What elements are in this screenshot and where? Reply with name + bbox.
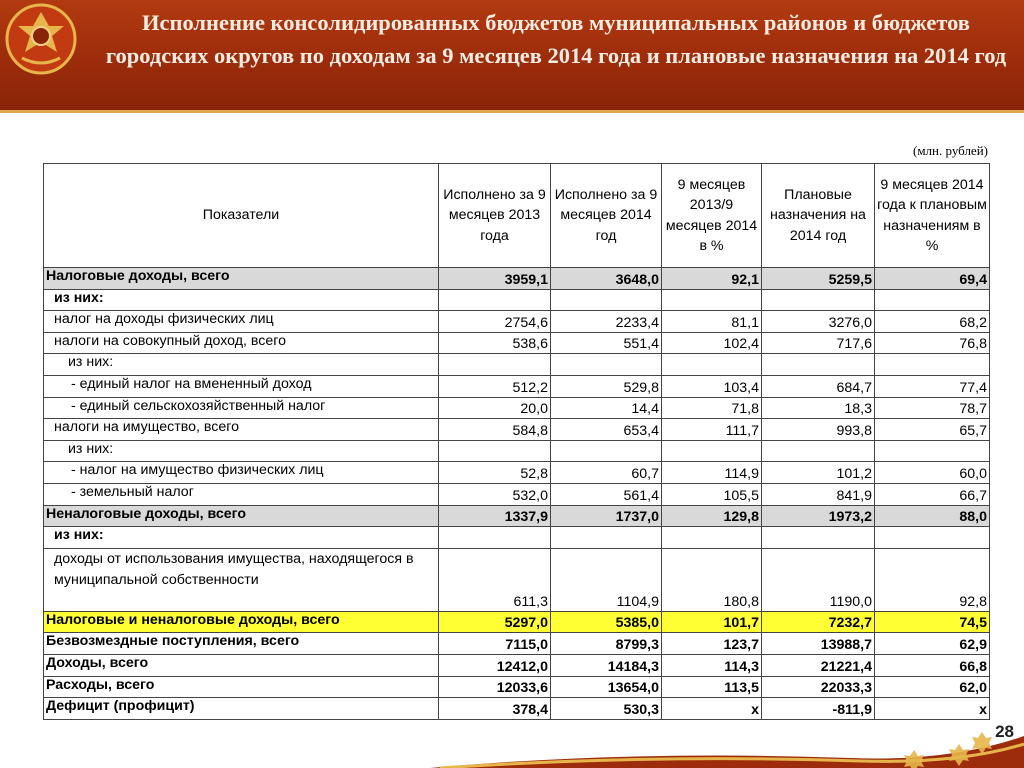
page-title: Исполнение консолидированных бюджетов муниципальных районов и бюджетов городских округов по доходам за 9 месяцев 2014 года и плановые назначения на 2014 год xyxy=(105,10,1007,68)
row-label: - налог на имущество физических лиц xyxy=(44,462,439,484)
cell: 14184,3 xyxy=(551,654,662,676)
coat-of-arms-icon xyxy=(4,2,78,76)
table-row xyxy=(44,375,990,397)
cell: 123,7 xyxy=(662,633,762,655)
header-cell: Плановые назначения на 2014 год xyxy=(762,164,875,268)
cell: 7232,7 xyxy=(762,611,875,633)
table-row xyxy=(44,419,990,441)
cell: 62,9 xyxy=(875,633,990,655)
cell xyxy=(551,354,662,376)
cell: 22033,3 xyxy=(762,676,875,698)
cell: 12412,0 xyxy=(439,654,551,676)
cell: 74,5 xyxy=(875,611,990,633)
cell xyxy=(662,527,762,549)
row-label: налоги на имущество, всего xyxy=(44,419,439,441)
table-row xyxy=(44,633,990,655)
header-cell: Показатели xyxy=(44,164,439,268)
cell: 102,4 xyxy=(662,332,762,354)
cell: 101,2 xyxy=(762,462,875,484)
cell xyxy=(439,289,551,311)
row-label: налог на доходы физических лиц xyxy=(44,311,439,333)
cell xyxy=(439,354,551,376)
cell: 21221,4 xyxy=(762,654,875,676)
cell xyxy=(762,440,875,462)
cell: 92,8 xyxy=(875,548,990,611)
cell xyxy=(662,354,762,376)
cell: 993,8 xyxy=(762,419,875,441)
cell xyxy=(875,354,990,376)
cell: 81,1 xyxy=(662,311,762,333)
row-label: из них: xyxy=(44,527,439,549)
cell: 101,7 xyxy=(662,611,762,633)
row-label: Неналоговые доходы, всего xyxy=(44,505,439,527)
row-label: из них: xyxy=(44,354,439,376)
cell: 76,8 xyxy=(875,332,990,354)
cell: 13988,7 xyxy=(762,633,875,655)
cell: 684,7 xyxy=(762,375,875,397)
cell xyxy=(762,527,875,549)
cell: 530,3 xyxy=(551,698,662,720)
cell: 717,6 xyxy=(762,332,875,354)
header-cell: 9 месяцев 2014 года к плановым назначениям в % xyxy=(875,164,990,268)
cell xyxy=(875,527,990,549)
table-row xyxy=(44,440,990,462)
cell xyxy=(762,289,875,311)
cell: 20,0 xyxy=(439,397,551,419)
row-label: - земельный налог xyxy=(44,483,439,505)
cell: 529,8 xyxy=(551,375,662,397)
cell: 14,4 xyxy=(551,397,662,419)
cell: 77,4 xyxy=(875,375,990,397)
cell: 538,6 xyxy=(439,332,551,354)
row-label: - единый сельскохозяйственный налог xyxy=(44,397,439,419)
cell xyxy=(439,527,551,549)
cell: 841,9 xyxy=(762,483,875,505)
row-label: Доходы, всего xyxy=(44,654,439,676)
cell: 114,9 xyxy=(662,462,762,484)
table-row xyxy=(44,611,990,633)
cell: 60,7 xyxy=(551,462,662,484)
row-label: Расходы, всего xyxy=(44,676,439,698)
cell xyxy=(875,440,990,462)
row-label: доходы от использования имущества, находящегося в муниципальной собственности xyxy=(44,548,439,611)
cell xyxy=(551,527,662,549)
cell: 114,3 xyxy=(662,654,762,676)
header-cell: Исполнено за 9 месяцев 2013 года xyxy=(439,164,551,268)
row-label: - единый налог на вмененный доход xyxy=(44,375,439,397)
cell: 129,8 xyxy=(662,505,762,527)
table-row xyxy=(44,654,990,676)
cell xyxy=(662,440,762,462)
cell: 8799,3 xyxy=(551,633,662,655)
table-row xyxy=(44,289,990,311)
cell: 7115,0 xyxy=(439,633,551,655)
cell: 653,4 xyxy=(551,419,662,441)
cell: 103,4 xyxy=(662,375,762,397)
cell: 3959,1 xyxy=(439,268,551,290)
cell: 5259,5 xyxy=(762,268,875,290)
table-row xyxy=(44,268,990,290)
cell: 92,1 xyxy=(662,268,762,290)
cell: 71,8 xyxy=(662,397,762,419)
table-row xyxy=(44,462,990,484)
cell: 532,0 xyxy=(439,483,551,505)
table-row xyxy=(44,397,990,419)
cell: 113,5 xyxy=(662,676,762,698)
cell: 5385,0 xyxy=(551,611,662,633)
row-label: из них: xyxy=(44,289,439,311)
cell: 65,7 xyxy=(875,419,990,441)
cell xyxy=(551,289,662,311)
page-number: 28 xyxy=(995,722,1014,741)
table-row xyxy=(44,676,990,698)
cell: 561,4 xyxy=(551,483,662,505)
table-row xyxy=(44,527,990,549)
cell: 3276,0 xyxy=(762,311,875,333)
row-label: налоги на совокупный доход, всего xyxy=(44,332,439,354)
table-row xyxy=(44,332,990,354)
cell xyxy=(439,440,551,462)
cell: 69,4 xyxy=(875,268,990,290)
footer-wave-decoration xyxy=(430,728,1024,768)
table-header-row xyxy=(44,164,990,268)
cell: 1190,0 xyxy=(762,548,875,611)
cell: 12033,6 xyxy=(439,676,551,698)
cell: 88,0 xyxy=(875,505,990,527)
row-label: Безвозмездные поступления, всего xyxy=(44,633,439,655)
table-row xyxy=(44,483,990,505)
budget-table xyxy=(43,163,990,720)
table-row xyxy=(44,698,990,720)
cell: 3648,0 xyxy=(551,268,662,290)
cell: 2233,4 xyxy=(551,311,662,333)
header-cell: Исполнено за 9 месяцев 2014 год xyxy=(551,164,662,268)
row-label: Налоговые доходы, всего xyxy=(44,268,439,290)
cell: 13654,0 xyxy=(551,676,662,698)
cell: 60,0 xyxy=(875,462,990,484)
cell: 66,7 xyxy=(875,483,990,505)
cell: -811,9 xyxy=(762,698,875,720)
cell: 512,2 xyxy=(439,375,551,397)
cell: x xyxy=(875,698,990,720)
cell: x xyxy=(662,698,762,720)
cell: 68,2 xyxy=(875,311,990,333)
cell: 66,8 xyxy=(875,654,990,676)
row-label: Налоговые и неналоговые доходы, всего xyxy=(44,611,439,633)
cell: 18,3 xyxy=(762,397,875,419)
header-cell: 9 месяцев 2013/9 месяцев 2014 в % xyxy=(662,164,762,268)
cell: 378,4 xyxy=(439,698,551,720)
cell: 2754,6 xyxy=(439,311,551,333)
cell: 5297,0 xyxy=(439,611,551,633)
cell: 105,5 xyxy=(662,483,762,505)
cell: 611,3 xyxy=(439,548,551,611)
cell xyxy=(875,289,990,311)
cell: 1737,0 xyxy=(551,505,662,527)
cell xyxy=(551,440,662,462)
cell: 62,0 xyxy=(875,676,990,698)
cell: 78,7 xyxy=(875,397,990,419)
table-row xyxy=(44,505,990,527)
cell xyxy=(762,354,875,376)
row-label: из них: xyxy=(44,440,439,462)
row-label: Дефицит (профицит) xyxy=(44,698,439,720)
table-row xyxy=(44,311,990,333)
header-band xyxy=(0,0,1024,113)
cell: 551,4 xyxy=(551,332,662,354)
table-row xyxy=(44,548,990,611)
units-note: (млн. рублей) xyxy=(913,143,988,158)
cell: 584,8 xyxy=(439,419,551,441)
cell: 1104,9 xyxy=(551,548,662,611)
cell: 1337,9 xyxy=(439,505,551,527)
cell: 52,8 xyxy=(439,462,551,484)
cell: 1973,2 xyxy=(762,505,875,527)
cell: 180,8 xyxy=(662,548,762,611)
cell: 111,7 xyxy=(662,419,762,441)
cell xyxy=(662,289,762,311)
table-row xyxy=(44,354,990,376)
